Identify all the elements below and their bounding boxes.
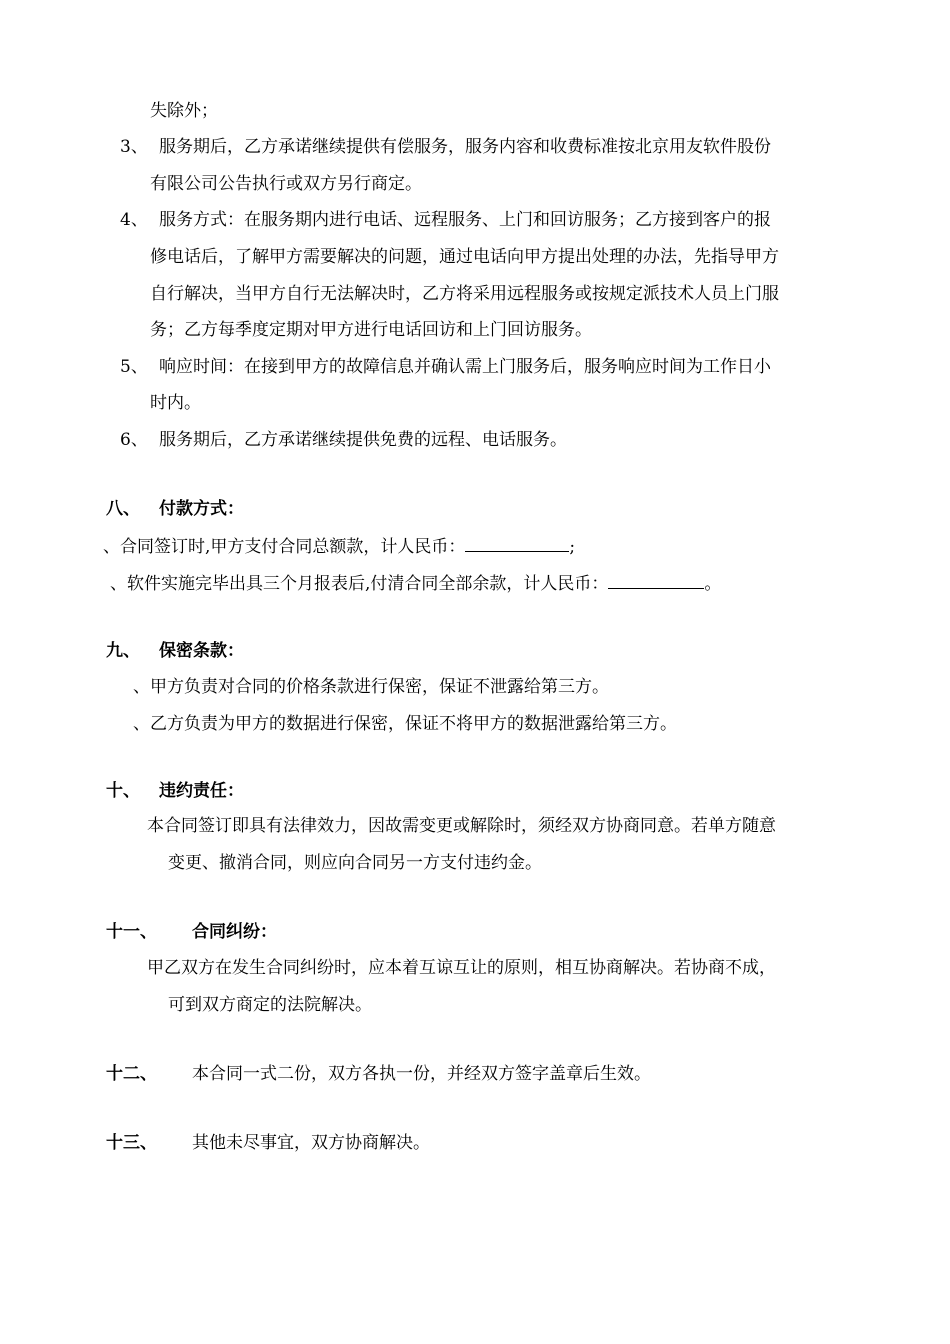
section-title: 合同纠纷：	[192, 922, 277, 942]
list-item-text: 服务期后，乙方承诺继续提供有偿服务，服务内容和收费标准按北京用友软件股份	[159, 137, 771, 157]
section-number: 十、	[106, 781, 140, 801]
clause-end: ;	[569, 537, 576, 557]
amount-blank	[608, 570, 704, 589]
list-item-text: 有限公司公告执行或双方另行商定。	[150, 174, 422, 194]
list-item-text: 服务期后，乙方承诺继续提供免费的远程、电话服务。	[159, 430, 567, 450]
clause-text: 、甲方负责对合同的价格条款进行保密，保证不泄露给第三方。	[133, 677, 609, 697]
clause-text: 、软件实施完毕出具三个月报表后,付清合同全部余款，计人民币：	[110, 574, 609, 594]
list-item-number: 5、	[120, 357, 148, 377]
section-number: 十一、	[106, 922, 157, 942]
list-item-text: 修电话后，了解甲方需要解决的问题，通过电话向甲方提出处理的办法，先指导甲方	[150, 247, 779, 267]
amount-blank	[465, 533, 569, 552]
payment-clause-1	[103, 533, 575, 559]
clause-text: 、合同签订时,甲方支付合同总额款，计人民币：	[103, 537, 466, 557]
list-item-text: 时内。	[150, 393, 201, 413]
section-title: 保密条款：	[159, 641, 244, 661]
clause-text: 甲乙双方在发生合同纠纷时，应本着互谅互让的原则，相互协商解决。若协商不成，	[147, 958, 776, 978]
clause-text: 可到双方商定的法院解决。	[168, 995, 372, 1015]
section-title: 违约责任：	[159, 781, 244, 801]
payment-clause-2	[110, 570, 721, 596]
section-number: 十三、	[106, 1133, 157, 1153]
section-title: 付款方式：	[159, 499, 244, 519]
clause-text: 本合同一式二份，双方各执一份，并经双方签字盖章后生效。	[192, 1064, 651, 1084]
list-item-text: 服务方式：在服务期内进行电话、远程服务、上门和回访服务；乙方接到客户的报	[159, 210, 771, 230]
list-item-text: 自行解决，当甲方自行无法解决时，乙方将采用远程服务或按规定派技术人员上门服	[150, 284, 779, 304]
list-item-number: 4、	[120, 210, 148, 230]
text-line: 失除外；	[150, 101, 218, 121]
list-item-text: 响应时间：在接到甲方的故障信息并确认需上门服务后，服务响应时间为工作日小	[159, 357, 771, 377]
clause-text: 变更、撤消合同，则应向合同另一方支付违约金。	[168, 853, 542, 873]
list-item-number: 6、	[120, 430, 148, 450]
section-number: 九、	[106, 641, 140, 661]
clause-end: 。	[704, 574, 722, 594]
clause-text: 、乙方负责为甲方的数据进行保密，保证不将甲方的数据泄露给第三方。	[133, 714, 677, 734]
clause-text: 本合同签订即具有法律效力，因故需变更或解除时，须经双方协商同意。若单方随意	[147, 816, 776, 836]
section-number: 十二、	[106, 1064, 157, 1084]
section-number: 八、	[106, 499, 140, 519]
clause-text: 其他未尽事宜，双方协商解决。	[192, 1133, 430, 1153]
list-item-number: 3、	[120, 137, 148, 157]
list-item-text: 务；乙方每季度定期对甲方进行电话回访和上门回访服务。	[150, 320, 592, 340]
